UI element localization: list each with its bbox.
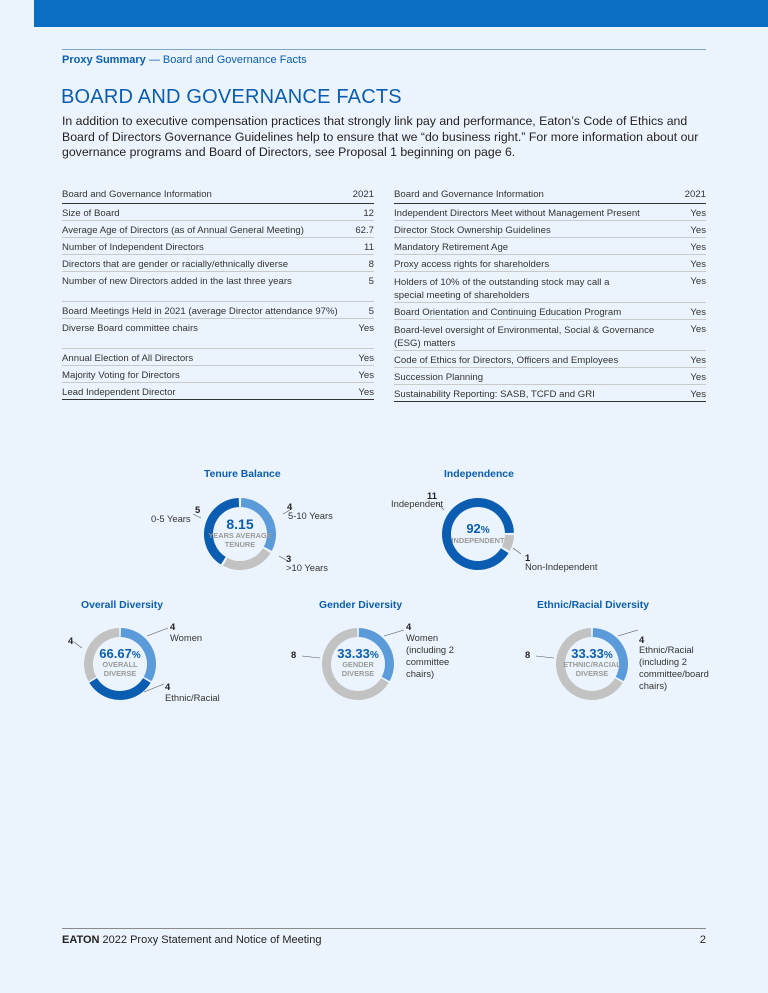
- table-row: [394, 385, 706, 402]
- row-label: Annual Election of All Directors: [62, 349, 342, 366]
- breadcrumb-separator: —: [145, 54, 163, 66]
- ethnic-center-unit: %: [603, 650, 613, 661]
- independence-center-number: 92: [466, 521, 481, 536]
- column-header-year: 2021: [674, 186, 706, 204]
- overall-label-women: Women: [170, 632, 203, 643]
- gender-label-line: (including 2: [406, 644, 454, 655]
- row-label: Lead Independent Director: [62, 383, 342, 400]
- table-row: [62, 255, 374, 272]
- ethnic-center-label-line2: DIVERSE: [575, 668, 609, 678]
- table-row: [62, 204, 374, 221]
- breadcrumb-section: Proxy Summary: [62, 54, 146, 66]
- gender-label-line: committee: [406, 656, 450, 667]
- overall-count-ethnic: 4: [165, 681, 171, 692]
- tenure-label-10plus: >10 Years: [286, 562, 328, 573]
- footer-text: [62, 934, 321, 946]
- governance-table-right: [394, 186, 706, 402]
- row-value: Yes: [342, 366, 374, 383]
- row-label: Succession Planning: [394, 368, 674, 385]
- gender-center-label-line1: GENDER: [342, 660, 374, 669]
- ethnic-label-line: Ethnic/Racial: [639, 644, 694, 655]
- table-row: [62, 349, 374, 366]
- column-header-year: 2021: [342, 186, 374, 204]
- independence-center-label: INDEPENDENT: [451, 536, 505, 545]
- row-value: Yes: [674, 221, 706, 238]
- ethnic-label-line: committee/board: [639, 668, 709, 679]
- table-row: [394, 238, 706, 255]
- gender-center-label: [323, 661, 393, 678]
- gender-label-women: [406, 632, 454, 680]
- independence-center-unit: %: [480, 525, 490, 536]
- independence-label-independent: Independent: [391, 498, 444, 509]
- row-value: 5: [342, 272, 374, 302]
- intro-paragraph: In addition to executive compensation practices that strongly link pay and performance, Eaton’s Code of Ethics and Board of Directors Governance Guidelines help to ensure that we “do business right.” For more information about our governance programs and Board of Directors, see Proposal 1 beginning on page 6.: [62, 114, 699, 159]
- tenure-label-0-5: 0-5 Years: [151, 513, 191, 524]
- row-value: Yes: [674, 320, 706, 351]
- independence-count-independent: 11: [427, 490, 437, 501]
- tenure-segment-over-10-years: [225, 551, 267, 566]
- table-row: [394, 320, 706, 351]
- table-row: [394, 303, 706, 320]
- tenure-center-value: 8.15: [226, 516, 254, 532]
- page-title: BOARD AND GOVERNANCE FACTS: [61, 86, 402, 108]
- row-label: Independent Directors Meet without Management Present: [394, 204, 674, 221]
- row-label: Average Age of Directors (as of Annual General Meeting): [62, 221, 342, 238]
- row-value: 11: [342, 238, 374, 255]
- row-value: Yes: [674, 385, 706, 402]
- tenure-chart-title: Tenure Balance: [204, 469, 281, 480]
- row-label: Size of Board: [62, 204, 342, 221]
- table-row: [394, 204, 706, 221]
- gender-label-line: Women: [406, 632, 439, 643]
- column-header-label: Board and Governance Information: [62, 186, 342, 204]
- overall-center-number: 66.67: [99, 646, 132, 661]
- row-value: Yes: [342, 383, 374, 400]
- table-row: [62, 302, 374, 319]
- row-value: 12: [342, 204, 374, 221]
- row-label: Code of Ethics for Directors, Officers and Employees: [394, 351, 674, 368]
- table-row: [62, 319, 374, 349]
- ethnic-center-value: [562, 646, 622, 661]
- footer-rule: [62, 928, 706, 929]
- tenure-count-5-10: 4: [287, 501, 293, 512]
- row-value: Yes: [342, 349, 374, 366]
- row-label: Directors that are gender or racially/ethnically diverse: [62, 255, 342, 272]
- gender-center-unit: %: [369, 650, 379, 661]
- table-row: [62, 383, 374, 400]
- overall-count-women: 4: [170, 621, 176, 632]
- row-value: Yes: [674, 238, 706, 255]
- gender-label-line: chairs): [406, 668, 435, 679]
- row-value: 62.7: [342, 221, 374, 238]
- row-label: Number of new Directors added in the last three years: [62, 272, 342, 302]
- ethnic-label-ethnic: [639, 644, 709, 692]
- row-label: Sustainability Reporting: SASB, TCFD and GRI: [394, 385, 674, 402]
- breadcrumb-subsection: Board and Governance Facts: [162, 54, 307, 66]
- tenure-count-0-5: 5: [195, 504, 201, 515]
- ethnic-count-ethnic: 4: [639, 634, 645, 645]
- independence-center-value: [448, 521, 508, 536]
- tenure-count-10plus: 3: [286, 553, 292, 564]
- table-row: [62, 238, 374, 255]
- gender-count-other: 8: [291, 649, 297, 660]
- page-number: 2: [699, 934, 706, 946]
- overall-center-label-line2: DIVERSE: [103, 668, 137, 678]
- governance-table-left: [62, 186, 374, 400]
- top-color-bar: [34, 0, 768, 27]
- ethnic-center-label: [557, 661, 627, 678]
- gender-center-label-line2: DIVERSE: [341, 668, 375, 678]
- table-row: [62, 272, 374, 302]
- row-value: 8: [342, 255, 374, 272]
- ethnic-chart-title: Ethnic/Racial Diversity: [537, 600, 650, 611]
- row-label: Board Meetings Held in 2021 (average Director attendance 97%): [62, 302, 342, 319]
- overall-center-value: [90, 646, 150, 661]
- overall-center-unit: %: [131, 650, 141, 661]
- row-label: Diverse Board committee chairs: [62, 319, 342, 349]
- overall-label-ethnic: Ethnic/Racial: [165, 692, 220, 703]
- row-label: Board-level oversight of Environmental, Social & Governance (ESG) matters: [394, 320, 674, 351]
- overall-center-label: [85, 661, 155, 678]
- row-value: Yes: [674, 303, 706, 320]
- row-value: Yes: [674, 255, 706, 272]
- independence-label-non: Non-Independent: [525, 561, 598, 572]
- footer-brand: EATON: [62, 934, 100, 946]
- overall-center-label-line1: OVERALL: [102, 660, 138, 669]
- footer-title: 2022 Proxy Statement and Notice of Meeting: [99, 934, 322, 946]
- gender-count-women: 4: [406, 621, 412, 632]
- row-value: Yes: [674, 368, 706, 385]
- table-row: [394, 351, 706, 368]
- row-value: 5: [342, 302, 374, 319]
- independence-chart-title: Independence: [444, 469, 514, 480]
- gender-chart-title: Gender Diversity: [319, 600, 403, 611]
- overall-count-other: 4: [68, 635, 74, 646]
- ethnic-center-label-line1: ETHNIC/RACIAL: [563, 660, 621, 669]
- header-rule: [62, 49, 706, 50]
- table-row: [394, 255, 706, 272]
- row-label: Director Stock Ownership Guidelines: [394, 221, 674, 238]
- gender-center-number: 33.33: [337, 646, 370, 661]
- table-row: [394, 272, 706, 303]
- table-row: [62, 221, 374, 238]
- table-header-row: [62, 186, 374, 204]
- tenure-label-5-10: 5-10 Years: [288, 510, 333, 521]
- ethnic-label-line: (including 2: [639, 656, 687, 667]
- row-label: Majority Voting for Directors: [62, 366, 342, 383]
- tenure-center-label: [205, 532, 275, 549]
- row-value: Yes: [674, 204, 706, 221]
- table-row: [394, 368, 706, 385]
- overall-chart-title: Overall Diversity: [81, 600, 164, 611]
- ethnic-center-number: 33.33: [571, 646, 604, 661]
- table-row: [62, 366, 374, 383]
- gender-center-value: [328, 646, 388, 661]
- tenure-center-label-line1: YEARS AVERAGE: [208, 531, 272, 540]
- breadcrumb: [62, 54, 307, 66]
- row-value: Yes: [342, 319, 374, 349]
- overall-segment-ethnic-racial: [93, 680, 147, 695]
- row-value: Yes: [674, 351, 706, 368]
- independence-count-non: 1: [525, 552, 531, 563]
- row-value: Yes: [674, 272, 706, 303]
- row-label: Board Orientation and Continuing Education Program: [394, 303, 674, 320]
- tenure-center-label-line2: TENURE: [224, 539, 256, 549]
- table-header-row: [394, 186, 706, 204]
- table-row: [394, 221, 706, 238]
- column-header-label: Board and Governance Information: [394, 186, 674, 204]
- row-label: Number of Independent Directors: [62, 238, 342, 255]
- row-label: Proxy access rights for shareholders: [394, 255, 674, 272]
- row-label: Mandatory Retirement Age: [394, 238, 674, 255]
- ethnic-label-line: chairs): [639, 680, 668, 691]
- row-label: Holders of 10% of the outstanding stock may call a special meeting of shareholders: [394, 272, 674, 303]
- ethnic-count-other: 8: [525, 649, 531, 660]
